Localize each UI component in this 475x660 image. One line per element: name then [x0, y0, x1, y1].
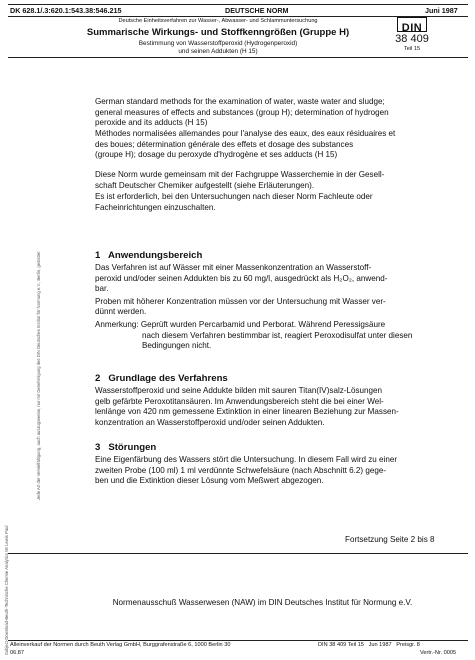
section-1-line: dünnt werden. — [95, 307, 147, 317]
section-1-body — [95, 263, 455, 352]
continuation-note: Fortsetzung Seite 2 bis 8 — [345, 535, 435, 544]
title-sub-1: Bestimmung von Wasserstoffperoxid (Hydrogenperoxid) — [138, 40, 298, 47]
french-title-line: Méthodes normalisées allemandes pour l'analyse des eaux, des eaux résiduaires et — [95, 129, 396, 138]
section-1-note — [95, 320, 455, 331]
header-top-rule — [8, 4, 468, 5]
din-logo-text: DIN — [401, 22, 423, 34]
footer-sales: Alleinverkauf der Normen durch Beuth Verlag GmbH, Burggrafenstraße 6, 1000 Berlin 30 — [10, 642, 231, 648]
footer-rule — [8, 640, 468, 641]
footer-vertr: Vertr.-Nr. 0005 — [420, 650, 457, 656]
copyright-side-note: Jede Art der Vervielfältigung, auch auszugsweise, nur mit Genehmigung des DIN Deutsches Institut für Normung e.V., Berlin, gestattet — [36, 251, 41, 500]
section-1-line: peroxid und/oder seinen Addukten bis zu 60 mg/l, ausgedrückt als H₂O₂, anwend- — [95, 273, 388, 283]
footer-code: 06.87 — [10, 650, 24, 656]
committee-top-rule — [8, 553, 468, 554]
section-1-heading: 1 Anwendungsbereich — [95, 250, 203, 261]
intro-line: Diese Norm wurde gemeinsam mit der Fachgruppe Wasserchemie in der Gesell- — [95, 170, 385, 179]
din-logo — [397, 17, 427, 32]
section-2-line: lenlänge von 420 nm gemessene Extinktion in einer linearen Beziehung zur Massen- — [95, 407, 399, 417]
section-1-line: bar. — [95, 284, 109, 294]
section-3-line: Eine Eigenfärbung des Wassers stört die Untersuchung. In diesem Fall wird zu einer — [95, 455, 398, 464]
section-2-body — [95, 386, 455, 428]
section-1-line: Das Verfahren ist auf Wässer mit einer Massenkonzentration an Wasserstoff- — [95, 263, 372, 272]
english-title — [95, 97, 450, 129]
section-3-line: ben und die Extinktion dieser Lösung vom Meßwert abgezogen. — [95, 476, 324, 486]
french-title-line: (groupe H); dosage du peroxyde d'hydrogène et ses adducts (H 15) — [95, 150, 338, 160]
committee-line: Normenausschuß Wasserwesen (NAW) im DIN Deutsches Institut für Normung e.V. — [112, 598, 413, 607]
intro-line: Es ist erforderlich, bei den Untersuchungen nach dieser Norm Fachleute oder — [95, 192, 373, 202]
din-teil: Teil 15 — [403, 46, 421, 52]
section-2-line: Wasserstoffperoxid und seine Addukte bilden mit sauren Titan(IV)salz-Lösungen — [95, 386, 383, 395]
section-2-line: gelb gefärbte Peroxotitansäuren. Im Anwendungsbereich steht die bei einer Wel- — [95, 396, 384, 406]
intro-paragraph — [95, 170, 450, 213]
title-bottom-rule — [8, 57, 468, 58]
english-title-line: German standard methods for the examination of water, waste water and sludge; — [95, 97, 385, 106]
note-line: Bedingungen nicht. — [142, 341, 212, 351]
download-side-note: Subject-Download-Beuth-Technische Chemie Analytics Mr Lewis Paul — [4, 525, 9, 655]
note-line: nach diesem Verfahren bestimmbar ist, reagiert Peroxodisulfat unter diesen — [142, 330, 413, 340]
section-1-line: Proben mit höherer Konzentration müssen vor der Untersuchung mit Wasser ver- — [95, 296, 386, 306]
section-3-body — [95, 455, 455, 487]
section-3-heading: 3 Störungen — [95, 442, 157, 453]
french-title — [95, 129, 450, 161]
title-sub-2: und seinen Addukten (H 15) — [178, 48, 258, 55]
page-title: Summarische Wirkungs- und Stoffkenngrößen (Gruppe H) — [86, 27, 350, 38]
english-title-line: peroxide and its adducts (H 15) — [95, 118, 208, 128]
intro-line: Facheinrichtungen einzuschalten. — [95, 202, 216, 212]
dk-classification: DK 628.1/.3:620.1:543.38:546.215 — [10, 6, 122, 15]
issue-date: Juni 1987 — [425, 6, 458, 15]
footer-din-ref: DIN 38 409 Teil 15 Jun 1987 Preisgr. 8 — [318, 642, 420, 648]
intro-line: schaft Deutscher Chemiker aufgestellt (siehe Erläuterungen). — [95, 180, 315, 190]
section-3-line: zweiten Probe (100 ml) 1 ml verdünnte Schwefelsäure (nach Abschnitt 6.2) gege- — [95, 465, 387, 475]
title-series: Deutsche Einheitsverfahren zur Wasser-, Abwasser- und Schlammuntersuchung — [118, 18, 318, 24]
section-2-heading: 2 Grundlage des Verfahrens — [95, 373, 228, 384]
din-number: 38 409 — [395, 33, 429, 45]
section-2-line: konzentration an Wasserstoffperoxid und/oder seinen Addukten. — [95, 417, 325, 427]
english-title-line: general measures of effects and substances (group H); determination of hydrogen — [95, 107, 389, 117]
norm-label: DEUTSCHE NORM — [225, 6, 289, 15]
french-title-line: des boues; détermination générale des effets et dosage des substances — [95, 139, 354, 149]
note-line: Geprüft wurden Percarbamid und Perborat. Während Peressigsäure — [140, 319, 386, 329]
note-label: Anmerkung: — [95, 319, 139, 329]
